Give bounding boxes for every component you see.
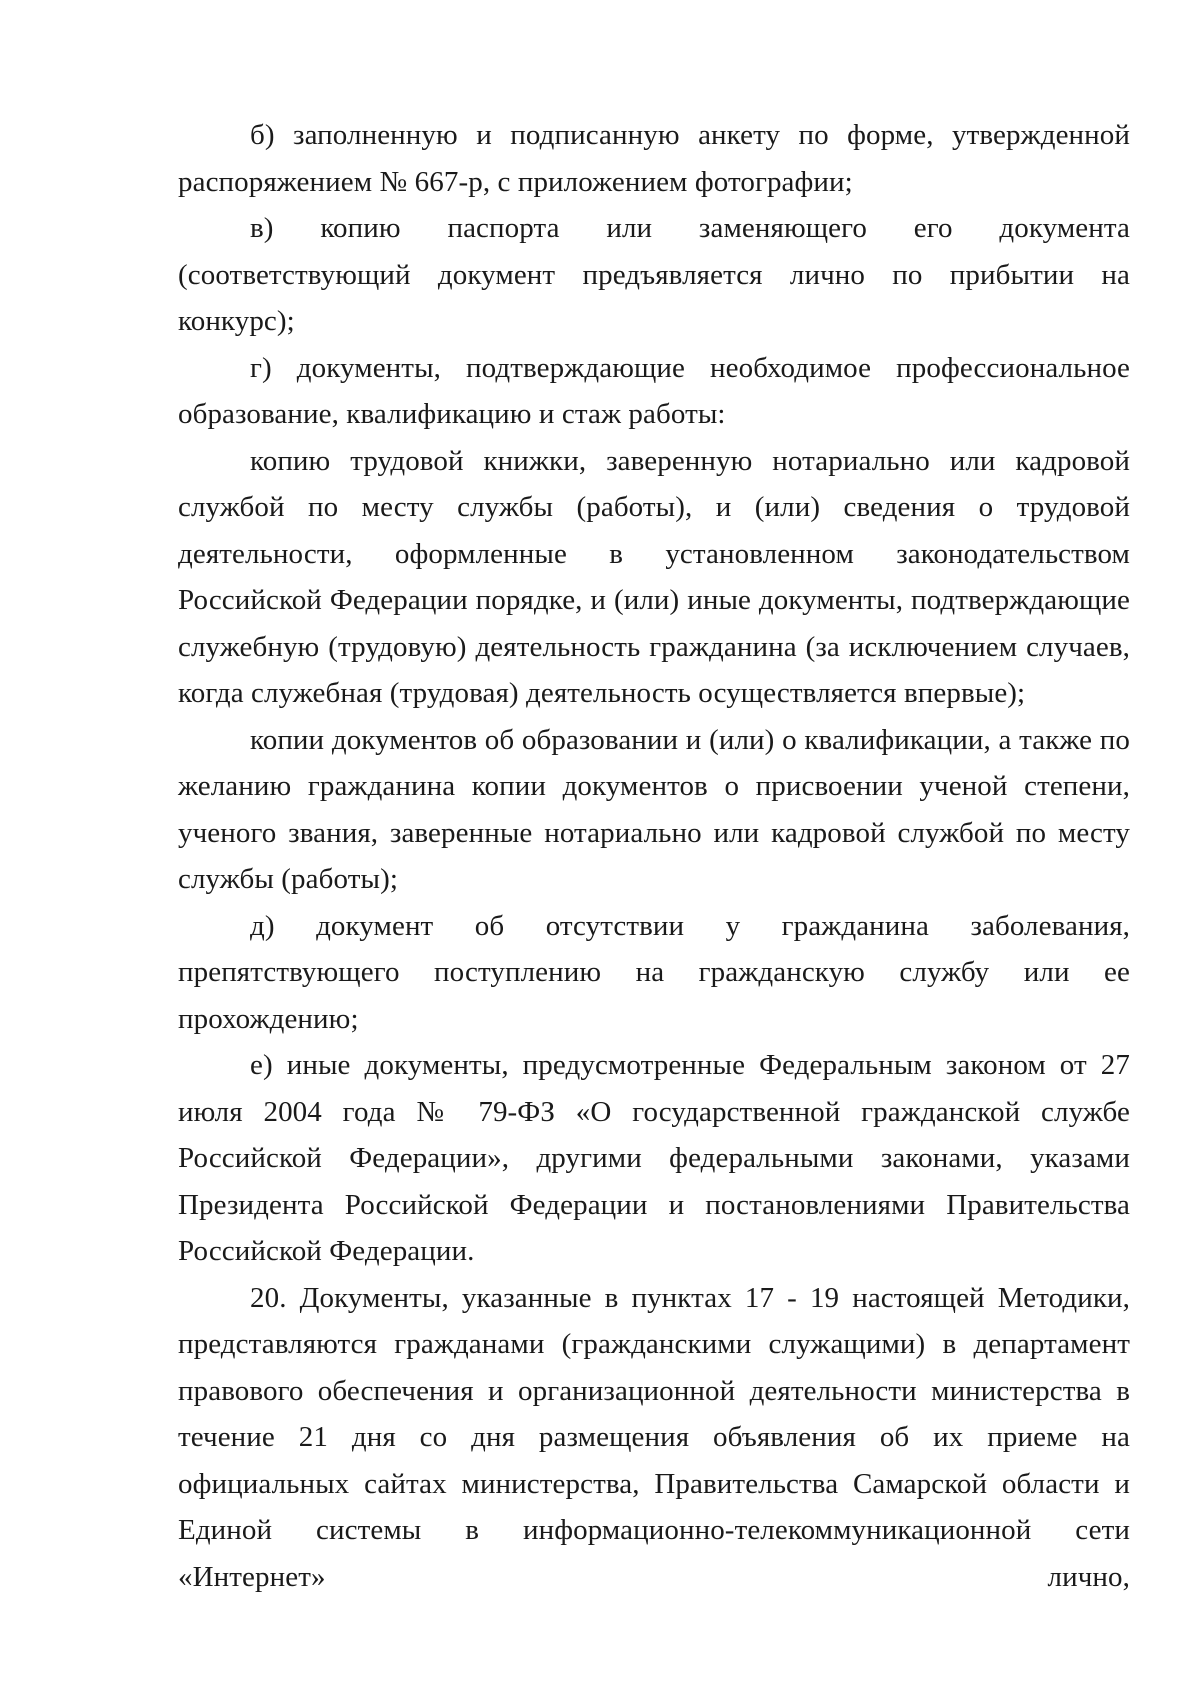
paragraph-work-record: копию трудовой книжки, заверенную нотариально или кадровой службой по месту службы (работы), и (или) сведения о трудовой деятельности, оформленные в установленном законодательством Российской Федерации порядке, и (или) иные документы, подтверждающие служебную (трудовую) деятельность гражданина (за исключением случаев, когда служебная (трудовая) деятельность осуществляется впервые);: [178, 444, 1130, 709]
paragraph-education-copies: копии документов об образовании и (или) о квалификации, а также по желанию гражданина копии документов о присвоении ученой степени, ученого звания, заверенные нотариально или кадровой службой по месту службы (работы);: [178, 723, 1130, 895]
paragraph-b-questionnaire: б) заполненную и подписанную анкету по форме, утвержденной распоряжением № 667-р, с приложением фотографии;: [178, 119, 1130, 198]
document-body: [178, 112, 1130, 1600]
paragraph-d-health: д) документ об отсутствии у гражданина заболевания, препятствующего поступлению на гражданскую службу или ее прохождению;: [178, 909, 1130, 1035]
paragraph-g-documents: г) документы, подтверждающие необходимое профессиональное образование, квалификацию и стаж работы:: [178, 351, 1130, 430]
paragraph-e-other-documents: е) иные документы, предусмотренные Федеральным законом от 27 июля 2004 года № 79-ФЗ «О государственной гражданской службе Российской Федерации», другими федеральными законами, указами Президента Российской Федерации и постановлениями Правительства Российской Федерации.: [178, 1049, 1130, 1267]
paragraph-20-submission: 20. Документы, указанные в пунктах 17 - 19 настоящей Методики, представляются гражданами (гражданскими служащими) в департамент правового обеспечения и организационной деятельности министерства в течение 21 дня со дня размещения объявления об их приеме на официальных сайтах министерства, Правительства Самарской области и Единой системы в информационно-телекоммуникационной сети «Интернет» лично,: [178, 1281, 1130, 1593]
paragraph-v-passport: в) копию паспорта или заменяющего его документа (соответствующий документ предъявляется лично по прибытии на конкурс);: [178, 212, 1130, 337]
